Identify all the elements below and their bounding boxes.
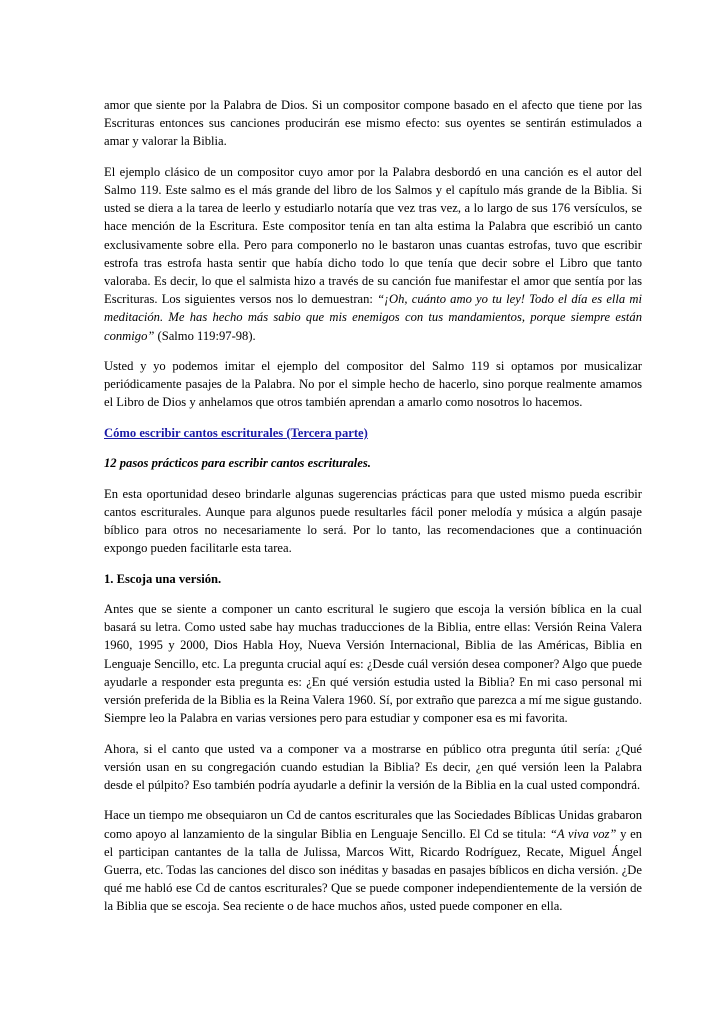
paragraph-4: En esta oportunidad deseo brindarle algunas sugerencias prácticas para que usted mismo pueda escribir cantos escriturales. Aunque para algunos puede resultarles fácil poner melodía y música a algún pasaje bíblico para otros no necesariamente lo será. Por lo tanto, las recomendaciones que a continuación expongo pueden facilitarle esta tarea.	[104, 486, 642, 556]
psalm-quote: “¡Oh, cuánto amo yo tu ley! Todo el día es ella mi meditación. Me has hecho más sabio que mis enemigos con tus mandamientos, porque siempre están conmigo”	[104, 292, 642, 343]
paragraph-5: Antes que se siente a componer un canto escritural le sugiero que escoja la versión bíblica en la cual basará su letra. Como usted sabe hay muchas traducciones de la Biblia, entre ellas: Versión Reina Valera 1960, 1995 y 2000, Dios Habla Hoy, Nueva Versión Internacional, Biblia de las Américas, Biblia en Lenguaje Sencillo, etc. La pregunta crucial aquí es: ¿Desde cuál versión desea componer? Algo que puede ayudarle a responder esta pregunta es: ¿En qué versión estudia usted la Biblia? En mi caso personal mi versión preferida de la Biblia es la Reina Valera 1960. Sí, por extraño que parezca a mí me sigue gustando. Siempre leo la Palabra en varias versiones pero para estudiar y componer esa es mi favorita.	[104, 601, 642, 726]
paragraph-7-text: Hace un tiempo me obsequiaron un Cd de cantos escriturales que las Sociedades Bíblicas Unidas grabaron como apoyo al lanzamiento de la singular Biblia en Lenguaje Sencillo. El Cd se titula:	[104, 808, 642, 841]
paragraph-7-rest: y en el participan cantantes de la talla de Julissa, Marcos Witt, Ricardo Rodríguez, Recate, Miguel Ángel Guerra, etc. Todas las canciones del disco son inéditas y basadas en pasajes bíblicos en dicha versión. ¿De qué me habló ese Cd de cantos escriturales? Que se puede componer independientemente de la versión de la Biblia que se escoja. Sea reciente o de hace muchos años, usted puede componer en ella.	[104, 826, 642, 914]
paragraph-1: amor que siente por la Palabra de Dios. Si un compositor compone basado en el afecto que tiene por las Escrituras entonces sus canciones producirán ese mismo efecto: sus oyentes se sentirán estimulados a amar y valorar la Biblia.	[104, 98, 642, 149]
section-title-link[interactable]: Cómo escribir cantos escriturales (Tercera parte)	[104, 425, 368, 440]
section-link-paragraph	[104, 424, 642, 442]
document-page	[104, 96, 642, 928]
step-1-heading: 1. Escoja una versión.	[104, 571, 222, 586]
paragraph-6: Ahora, si el canto que usted va a componer va a mostrarse en público otra pregunta útil sería: ¿Qué versión usan en su congregación cuando estudian la Biblia? Es decir, ¿en qué versión leen la Palabra desde el púlpito? Eso también podría ayudarle a definir la versión de la Biblia en la cual usted compondrá.	[104, 741, 642, 792]
psalm-reference: (Salmo 119:97-98).	[154, 328, 256, 343]
paragraph-7	[104, 806, 642, 915]
paragraph-2-text: El ejemplo clásico de un compositor cuyo amor por la Palabra desbordó en una canción es el autor del Salmo 119. Este salmo es el más grande del libro de los Salmos y el capítulo más grande de la Biblia. Si usted se diera a la tarea de leerlo y estudiarlo notaría que vez tras vez, a lo largo de sus 176 versículos, se hace mención de la Escritura. Este compositor tenía en tan alta estima la Palabra que escribió un canto exclusivamente sobre ella. Pero para componerlo no le bastaron unas cuantas estrofas, tuvo que escribir estrofa tras estrofa hasta sentir que había dicho todo lo que tenía que decir sobre el Libro que tanto valoraba. Es decir, lo que el salmista hizo a través de su canción fue manifestar el amor que sentía por las Escrituras. Los siguientes versos nos lo demuestran:	[104, 164, 642, 307]
subheading: 12 pasos prácticos para escribir cantos escriturales.	[104, 456, 371, 471]
cd-title: “A viva voz”	[549, 826, 617, 841]
paragraph-3: Usted y yo podemos imitar el ejemplo del compositor del Salmo 119 si optamos por musicalizar periódicamente pasajes de la Palabra. No por el simple hecho de hacerlo, sino porque realmente amamos el Libro de Dios y anhelamos que otros también aprendan a amarlo como nosotros lo hacemos.	[104, 359, 642, 410]
paragraph-2	[104, 163, 642, 345]
